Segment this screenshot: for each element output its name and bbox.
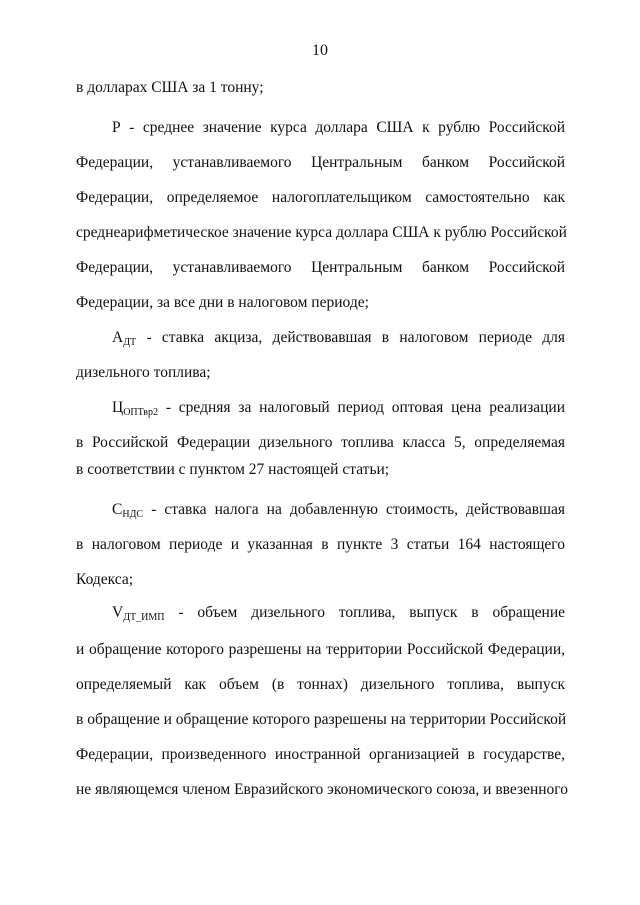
line-text: дизельного топлива; <box>76 364 211 381</box>
text-line <box>112 500 565 520</box>
text-line <box>76 460 565 480</box>
line-text: Федерации, устанавливаемого Центральным банком Российской <box>76 259 565 276</box>
text-line <box>76 640 565 660</box>
text-line <box>76 675 565 695</box>
line-text: - объем дизельного топлива, выпуск в обращение <box>178 604 565 621</box>
formula-symbol: $V_{ДТ\_ИМП}$ <box>112 604 165 623</box>
text-line <box>76 78 565 98</box>
text-line <box>76 710 565 730</box>
line-text: в долларах США за 1 тонну; <box>76 79 264 96</box>
text-line <box>112 328 565 348</box>
text-line <box>76 188 565 208</box>
line-text: Кодекса; <box>76 571 134 588</box>
formula-symbol: $Ц_{ОПТвр2}$ <box>112 399 158 418</box>
line-text: Р - среднее значение курса доллара США к рублю Российской <box>112 119 565 136</box>
line-text: - ставка акциза, действовавшая в налоговом периоде для <box>146 329 566 346</box>
formula-symbol: $А_{ДТ}$ <box>112 329 137 348</box>
text-line <box>112 603 565 623</box>
text-line <box>76 258 565 278</box>
text-line <box>76 293 565 313</box>
text-line <box>76 363 565 383</box>
formula-subscript: ДТ_ИМП <box>123 612 165 623</box>
line-text: Федерации, определяемое налогоплательщиком самостоятельно как <box>76 189 565 206</box>
line-text: определяемый как объем (в тоннах) дизельного топлива, выпуск <box>76 676 565 693</box>
formula-subscript: НДС <box>122 509 144 520</box>
text-line <box>76 153 565 173</box>
text-line <box>112 398 565 418</box>
line-text: Федерации, произведенного иностранной организацией в государстве, <box>76 746 565 763</box>
line-text: и обращение которого разрешены на территории Российской Федерации, <box>76 641 565 658</box>
text-line <box>76 535 565 555</box>
formula-subscript: ДТ <box>123 337 137 348</box>
line-text: в Российской Федерации дизельного топлива класса 5, определяемая <box>76 434 565 451</box>
text-line <box>76 780 569 800</box>
text-line <box>76 745 565 765</box>
text-line <box>76 223 565 243</box>
line-text: не являющемся членом Евразийского экономического союза, и ввезенного <box>76 781 569 798</box>
line-text: в обращение и обращение которого разрешены на территории Российской <box>76 711 567 728</box>
text-line <box>112 118 565 138</box>
line-text: в налоговом периоде и указанная в пункте 3 статьи 164 настоящего <box>76 536 565 553</box>
text-line <box>76 433 565 453</box>
formula-symbol: $С_{НДС}$ <box>112 501 144 520</box>
line-text: - средняя за налоговый период оптовая цена реализации <box>165 399 566 416</box>
line-text: Федерации, за все дни в налоговом периоде; <box>76 294 369 311</box>
formula-subscript: ОПТвр2 <box>123 407 158 418</box>
page-number: 10 <box>312 42 328 59</box>
text-line <box>76 570 565 590</box>
line-text: - ставка налога на добавленную стоимость, действовавшая <box>151 501 565 518</box>
line-text: Федерации, устанавливаемого Центральным банком Российской <box>76 154 565 171</box>
line-text: в соответствии с пунктом 27 настоящей статьи; <box>76 461 390 478</box>
line-text: среднеарифметическое значение курса доллара США к рублю Российской <box>76 224 567 241</box>
